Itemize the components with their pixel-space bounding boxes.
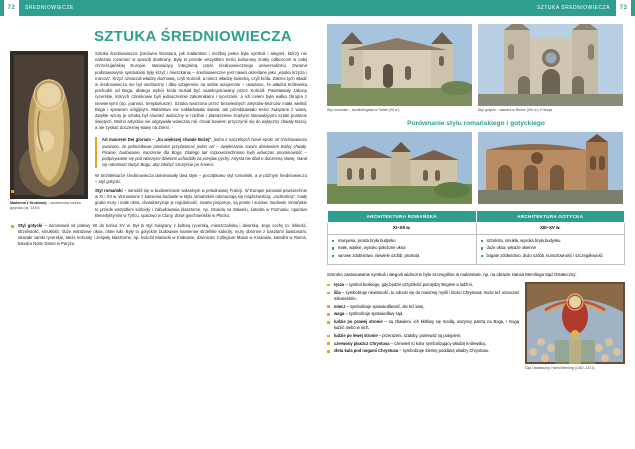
comparison-table (327, 210, 625, 265)
madonna-image (10, 51, 88, 199)
figure-madonna (10, 51, 88, 211)
symbols-section (327, 282, 625, 371)
feature-item: strzelista, smukła, wysoka bryła budynku (481, 238, 621, 244)
table-header-romanesque: ARCHITEKTURA ROMAŃSKA (328, 210, 477, 222)
table-header-row (328, 210, 625, 222)
symbol-term: miecz (334, 303, 346, 309)
symbol-term: tęcza (334, 282, 345, 288)
feature-item: bogate zdobnictwo, dużo ozdób, kunsztowność i szczegółowość (481, 253, 621, 259)
list-item-symbol (327, 282, 519, 288)
list-item-symbol (327, 290, 519, 302)
style-text-0: – narodził się w budownictwie sakralnym w południowej Francji. W Europie panował powszechnie w XI i XII w. Wzniesione z kamienia budowle w stylu romańskim odznaczają się miąższwością, „ciężkością”, miały grube mury i małe okna, charakteryzuje je regularność, zwarte proporcje, są proste i surowe. Budowle romańskie to przede wszystkim kościoły i zabudowania klasztorne, np. rotunda na Wawelu, katedra w Poznaniu, opactwo Benedyktynów w Tyńcu, opactwo w Cluny, drzwi gnieźnieńskie w Płocku. (95, 188, 308, 218)
style-text-1: – dominował od połowy XII do końca XV w. Był to styl związany z kulturą rycerską, mieszczańską i dworską. Jego cechy to: lekkość, strzelistość, smukłość, duże witrażowe okna, ostre łuki. Były to gotyckim budowane kamienne strzeliste katedry, mury obronne z basztami bastionami, okazałe zamki rycerskie, także kościoły i zespoły klasztorne, np. kościół Mariacki w Krakowie, dzieniciec Collegium Maius w Krakowie, katedra w Reims, katedra Notre Dame w Paryżu. (18, 222, 307, 247)
symbol-term: ludzie po prawej stronie (334, 319, 383, 325)
style-name-0: Styl romański (95, 188, 123, 194)
comparison-photo-row (327, 132, 625, 204)
table-header-gothic: ARCHITEKTURA GOTYCKA (476, 210, 625, 222)
comparison-title: Porównanie stylu romańskiego i gotyckiego (407, 119, 545, 127)
left-page (0, 16, 317, 449)
feature-item: masywna, prosta bryła budynku (332, 238, 472, 244)
intro-paragraph: Sztuka średniowiecza (zarówno literatura, jak malarstwo i rzeźba) pełna była symboli i alegorii, którzy nie należało rozumieć w sposób dosłowny. Były to przede wszystkim treści kulturowy znaky odbiorcom w całej chrześcijańskiej Europie, stanowiący integralną część średniowiecznego uniwersalizmu. Dwoma podstawowymi symbolami były krzyż i mieszkanie – średniowieczne jest nawet określane jako „epoka krzyża i miecza”. Krzyż oznaczał władzę duchową, czyli Kościół, a miecz władzę świecką, czyli króla. Zakres tych władz w średniowieczu nie był niezbieżny i dbię wzajemnie na siebie wzajemnie – uważano, że władza królewska pochodzi od Boga, dlatego wybór króla musiał być usankcjonowany przez Kościół. Pawstawały zakony rycerskie, których członkowie byli jednocześnie zakonnikami i rycerzami, a ich celem była walka zbrojna z niewiernymi (np. joannici, templariusze). Sztuka tworzona przez bezwiednych artystów-twórców miała wielbić Boga i sprawom religijnym. Malarstwo nie nakładowała świata, ale przedstawiało treści związane z wiarą. Zwykłe wzory je sztuką był również widoczny w rzeźbie i plasterzenie ściętymi stanowiącymi sztuki postacie świętych. Wolno artystów nie odgrywała wówczas roli, chciał bowiem przyczynić się do wyłączny chwały Bożej, a nie zyskać doczesnej sławy na Ziemi. (95, 51, 307, 131)
figure-gothic-reims (478, 24, 623, 113)
top-photo-row (327, 24, 625, 113)
symbol-term: lilia (334, 289, 341, 295)
list-item-symbol (327, 348, 519, 354)
romanesque-church-image (327, 24, 472, 106)
figure-last-judgement (525, 282, 625, 371)
page-number-right: 73 (616, 0, 631, 16)
symbols-intro: Szeroko zastosowanie symboli i alegorii widoczne było szczególnie w malarstwie, np. na obrazie Hansa Memlinga Sąd Ostateczny: (327, 271, 577, 277)
symbol-desc: – czerwień to kolor symbolizujący władzę królewską, (389, 340, 486, 346)
maxim-lead: Ad maiorem Dei gloriam – „ku większej chwale Bożej” (102, 137, 212, 143)
madonna-caption-rest: – anonimowa rzeźba gotycka (ok. 1410) (10, 201, 81, 210)
list-item-symbol (327, 304, 519, 310)
symbol-desc: – symbolizuje Ziemię poddaną władzy Chrystusa. (398, 348, 489, 354)
maxim-block (95, 137, 307, 167)
symbol-desc: – symbolizuje sprawiedliwy sąd, (344, 311, 404, 317)
list-item-style-gotycki (10, 223, 307, 247)
period-romanesque: XI–XII w. (328, 222, 477, 234)
maxim-rule (95, 137, 97, 167)
last-judgement-caption: Sąd Ostateczny, Hans Memling (1467–1471) (525, 366, 595, 371)
transition-paragraph: W architekturze średniowiecza dominowały dwa style – początkowo styl romański, a w późnym średniowieczu – styl gotycki. (95, 172, 307, 185)
list-item-style-romanski (10, 188, 307, 218)
list-item-symbol (327, 341, 519, 347)
header-left (0, 0, 317, 16)
page-number-left: 72 (4, 0, 19, 16)
symbol-desc: – symbolizuje niewinność, tu odnosi się do nowiznej myśli i litości Chrystusa; może też oznaczać miłosierdzie, (334, 289, 519, 301)
right-page (317, 16, 635, 449)
table-row-period (328, 222, 625, 234)
list-item-symbol (327, 319, 519, 331)
symbol-desc: – symbol boskiego, gdy będzie przyszłość pomiędzy Bogiem a ludźmi, (344, 282, 473, 288)
page-title: SZTUKA ŚREDNIOWIECZA (94, 28, 292, 45)
gothic-caption: Styl gotycki – katedra w Reims (XIII w.), Francja (478, 108, 553, 112)
maxim-body: , jedno z naczelnych haseł epoki. W średniowieczu uważano, że jednostkowe powinien przyświecać jeden cel – zwiększanie swoim dziełaniem Bożej chwały. Pisanie, budowanie, tworzenie dla Boga. Dlatego tak rozpowszechniono była wówczas anonimowość – podpisywanie się pod własnymi dziełami uchodziło za przejaw pychy. Artysta nie dbał o doczesną sławę, starał się natomiast służyć Bogu, aby zdobyć szczęście po śmierci. (102, 137, 307, 167)
symbol-term: ludzie po lewej stronie (334, 332, 378, 338)
romanesque-caption: Styl romański – archikolegiata w Tumie (XII w.) (327, 108, 400, 112)
symbols-list (327, 282, 519, 371)
symbol-desc: – symbolizuje sprawiedliwość, ale też karę, (345, 303, 425, 309)
symbol-desc: – przerażeni, szaloby, ponieważ są potępieni, (377, 332, 462, 338)
symbol-term: złota kula pod nogami Chrystusa (334, 348, 399, 354)
gothic-cathedral-image (478, 24, 623, 106)
last-judgement-image (525, 282, 625, 364)
features-gothic (476, 234, 625, 264)
gothic-cathedral-interior-image (478, 132, 623, 204)
header-right-title: SZTUKA ŚREDNIOWIECZA (536, 5, 610, 11)
symbol-term: czerwony płaszcz Chrystusa (334, 340, 390, 346)
feature-item: duże okna, witraże okienne (481, 245, 621, 251)
maxim-text (102, 137, 307, 167)
list-item-symbol (327, 311, 519, 317)
madonna-caption-bold: Madonna z Krużlowej (10, 201, 47, 205)
table-row-features (328, 234, 625, 264)
figure-romanesque-tum (327, 24, 472, 113)
header-left-title: ŚREDNIOWIECZE (25, 5, 74, 11)
header-right (317, 0, 635, 16)
styles-list (10, 188, 307, 247)
style-name-1: Styl gotycki (18, 222, 43, 228)
period-gothic: XIII–XV w. (476, 222, 625, 234)
features-romanesque (328, 234, 477, 264)
feature-item: surowe zdobnictwo, niewiele ozdób, prostota (332, 253, 472, 259)
symbol-term: waga (334, 311, 345, 317)
symbol-desc: – są zbawieni, ich kłótliwy się modlą, wszyscy patrzą na Boga, i mogą łudzić niebo w nich, (334, 319, 519, 330)
romanesque-abbey-image (327, 132, 472, 204)
list-item-symbol (327, 333, 519, 339)
feature-item: małe, wąskie, wysoko położone okna (332, 245, 472, 251)
